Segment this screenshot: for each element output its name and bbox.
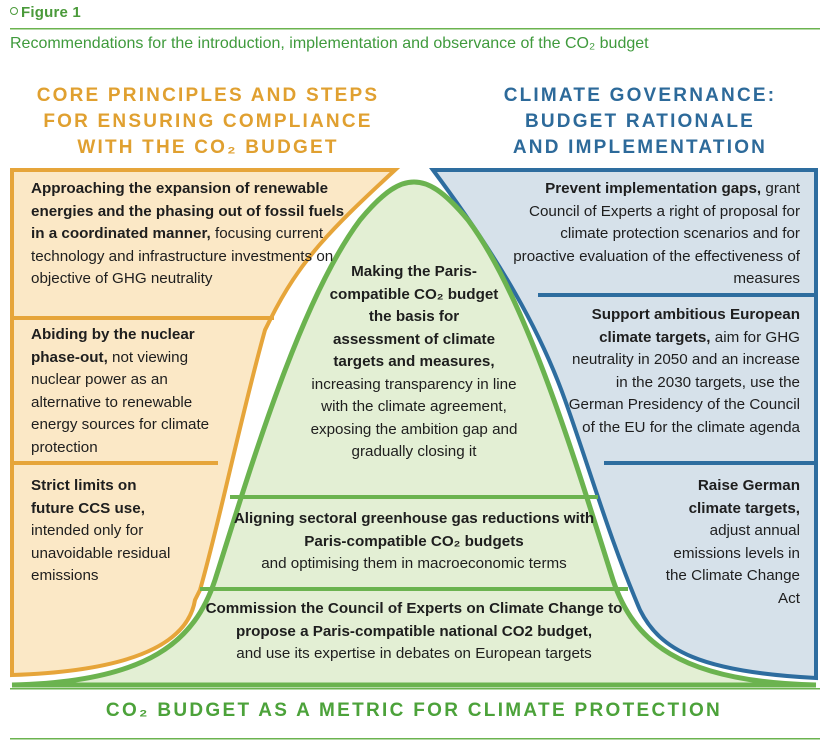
right-box-german-targets <box>660 475 800 610</box>
right-heading-line: BUDGET RATIONALE <box>524 111 756 132</box>
left-box-bold: Approaching the expansion of renewable energies and the phasing out of fossil fuels in a coordinated manner, <box>31 180 345 242</box>
figure-subtitle: Recommendations for the introduction, implementation and observance of the CO₂ budget <box>10 35 649 52</box>
right-box-bold: Prevent implementation gaps, <box>545 180 762 197</box>
bottom-rule-upper <box>10 688 820 690</box>
figure-label <box>10 4 81 21</box>
pyramid-bottom-text <box>196 598 632 666</box>
right-box-rest: grant Council of Experts a right of proposal for climate protection scenarios and for proactive evaluation of the effectiveness of measures <box>513 180 800 287</box>
left-box-rest: intended only for unavoidable residual emissions <box>31 522 171 584</box>
left-heading-line: CORE PRINCIPLES AND STEPS <box>36 85 380 106</box>
figure-label-text: Figure 1 <box>21 4 81 21</box>
pyramid-bottom-rest: and use its expertise in debates on European targets <box>236 645 592 662</box>
left-box-bold: Strict limits on future CCS use, <box>31 477 145 517</box>
right-heading <box>440 83 828 161</box>
left-box-rest: focusing current technology and infrastructure investments on objective of GHG neutrality <box>31 225 334 287</box>
right-box-implementation-gaps <box>510 178 800 291</box>
circle-icon <box>10 7 18 15</box>
pyramid-middle-text <box>228 508 600 576</box>
pyramid-top-text <box>299 261 529 464</box>
pyramid-top-rest: increasing transparency in line with the climate agreement, exposing the ambition gap and gradually closing it <box>310 375 518 460</box>
left-box-rest: not viewing nuclear power as an alternative to renewable energy sources for climate protection <box>31 348 210 456</box>
left-heading-line: FOR ENSURING COMPLIANCE <box>43 111 373 132</box>
right-box-european-targets <box>560 304 800 439</box>
bottom-rule-lower <box>10 738 820 740</box>
left-box-nuclear <box>31 324 211 459</box>
right-box-rest: adjust annual emissions levels in the Climate Change Act <box>665 522 800 607</box>
pyramid-middle-rest: and optimising them in macroeconomic terms <box>261 555 567 572</box>
left-box-bold: Abiding by the nuclear phase-out, <box>31 326 195 366</box>
left-heading-line: WITH THE CO₂ BUDGET <box>77 137 339 158</box>
pyramid-middle-bold: Aligning sectoral greenhouse gas reductions with Paris-compatible CO₂ budgets <box>233 510 595 550</box>
left-heading <box>8 83 408 161</box>
pyramid-bottom-bold: Commission the Council of Experts on Climate Change to propose a Paris-compatible national CO2 budget, <box>205 600 623 640</box>
top-rule <box>10 28 820 30</box>
right-box-bold: Support ambitious European climate targets, <box>591 306 800 346</box>
right-box-bold: Raise German climate targets, <box>688 477 800 517</box>
left-box-ccs <box>31 475 171 588</box>
right-heading-line: CLIMATE GOVERNANCE: <box>503 85 777 106</box>
bottom-title: CO₂ BUDGET AS A METRIC FOR CLIMATE PROTECTION <box>105 700 723 721</box>
pyramid-top-bold: Making the Paris-compatible CO₂ budget the basis for assessment of climate targets and measures, <box>329 263 499 370</box>
right-heading-line: AND IMPLEMENTATION <box>512 137 768 158</box>
right-box-rest: aim for GHG neutrality in 2050 and an increase in the 2030 targets, use the German Presidency of the Council of the EU for the climate agenda <box>568 328 800 436</box>
